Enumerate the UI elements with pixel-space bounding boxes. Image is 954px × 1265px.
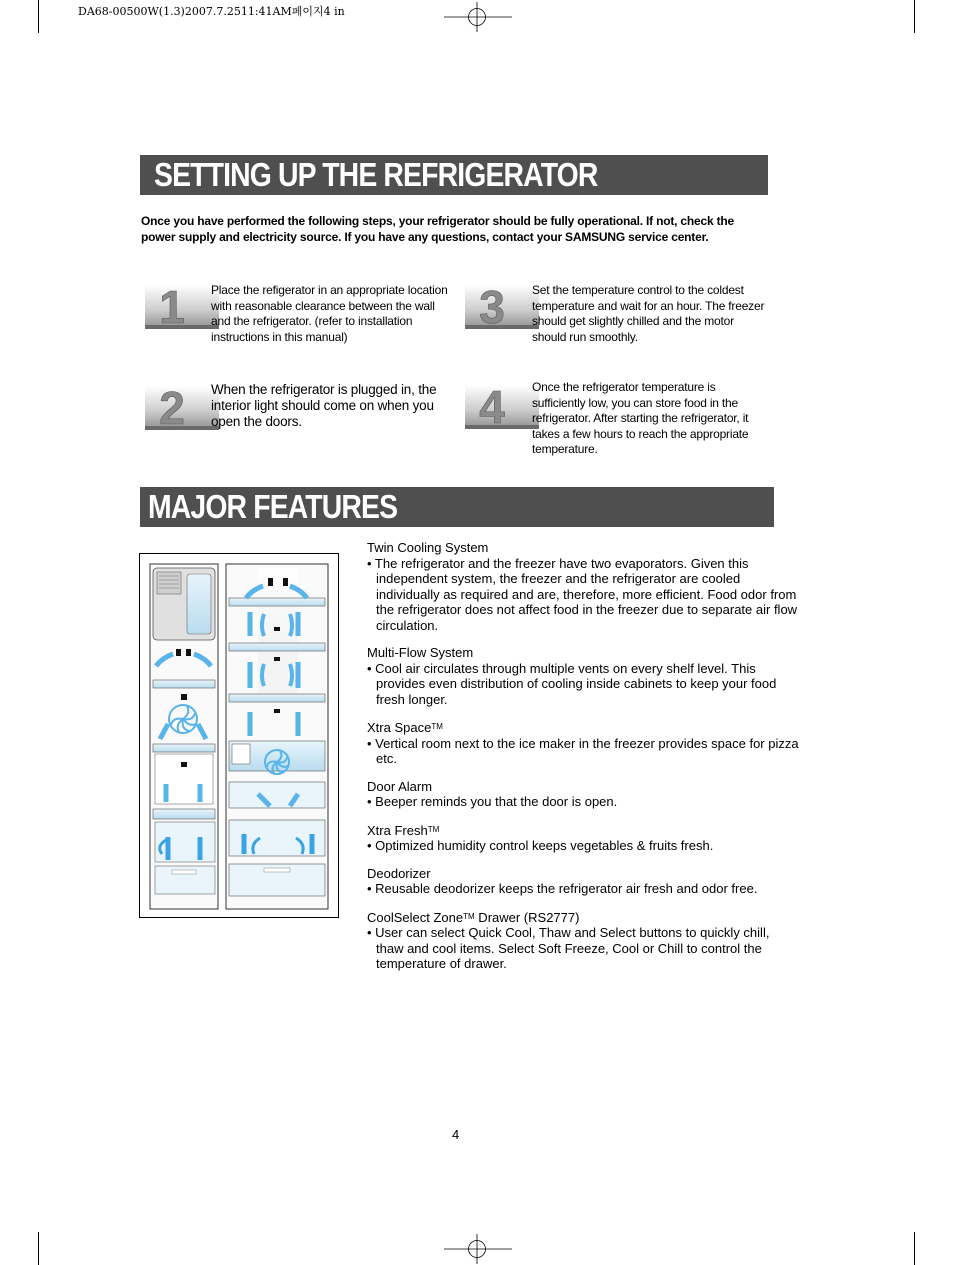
feature-description: • Optimized humidity control keeps vegetables & fruits fresh. — [367, 838, 714, 853]
print-slug: DA68-00500W(1.3)2007.7.2511:41AM페이지4 in — [78, 5, 345, 18]
section-title-features-text: MAJOR FEATURES — [148, 488, 398, 525]
feature-description: • Reusable deodorizer keeps the refrigerator air fresh and odor free. — [367, 881, 758, 896]
step-1-badge — [145, 285, 219, 329]
step-4-text: Once the refrigerator temperature is sufficiently low, you can store food in the refrigerator. After starting the refrigerator, it takes a few hours to reach the appropriate temperature. — [532, 380, 749, 456]
section-title-features — [140, 487, 774, 527]
feature-description: • User can select Quick Cool, Thaw and Select buttons to quickly chill, thaw and cool items. Select Soft Freeze, Cool or Chill to control the temperature of drawer. — [367, 925, 770, 971]
registration-mark-bottom — [444, 1234, 512, 1264]
refrigerator-airflow-illustration — [139, 553, 339, 918]
refrigerator-drawing — [140, 554, 338, 917]
svg-text:3: 3 — [479, 285, 505, 329]
setup-intro: Once you have performed the following steps, your refrigerator should be fully operational. If not, check the power supply and electricity source. If you have any questions, contact your SAMSUNG service center. — [141, 214, 734, 244]
step-3-text: Set the temperature control to the coldest temperature and wait for an hour. The freezer should get slightly chilled and the motor should run smoothly. — [532, 283, 765, 344]
feature-title: Xtra Space — [367, 720, 432, 735]
feature-title: Deodorizer — [367, 865, 431, 881]
feature-xtra-fresh — [367, 822, 799, 854]
feature-deodorizer — [367, 866, 799, 897]
feature-title: Multi-Flow System — [367, 645, 474, 660]
section-title-setup — [140, 155, 768, 195]
crop-mark-bottom-right — [914, 1232, 915, 1265]
features-list — [367, 540, 799, 984]
feature-description: • The refrigerator and the freezer have two evaporators. Given this independent system, the freezer and the refrigerator are cooled individually as required and are, therefore, more efficient. Food odor from the refrigerator does not affect food in the freezer due to separate air flow circulation. — [367, 555, 798, 633]
trademark-mark: TM — [427, 824, 440, 834]
feature-door-alarm — [367, 779, 799, 810]
feature-description: • Beeper reminds you that the door is open. — [367, 794, 618, 809]
crop-mark-top-left — [38, 0, 39, 33]
svg-text:2: 2 — [159, 386, 185, 430]
feature-xtra-space — [367, 719, 799, 767]
step-4-badge — [465, 385, 539, 429]
section-title-setup-text: SETTING UP THE REFRIGERATOR — [154, 156, 598, 193]
feature-title: Twin Cooling System — [367, 540, 489, 555]
trademark-mark: TM — [431, 722, 443, 731]
step-1-text: Place the refigerator in an appropriate location with reasonable clearance between the wall and the refrigerator. (refer to installation instructions in this manual) — [211, 283, 448, 344]
registration-mark-top — [444, 2, 512, 32]
feature-title: CoolSelect Zone — [367, 909, 464, 925]
feature-coolselect-zone — [367, 909, 799, 972]
step-2-text: When the refrigerator is plugged in, the interior light should come on when you open the doors. — [211, 382, 437, 429]
step-2-badge — [145, 386, 219, 430]
step-3-badge — [465, 285, 539, 329]
svg-text:4: 4 — [479, 385, 505, 429]
feature-title: Xtra Fresh — [367, 822, 428, 838]
feature-description: • Vertical room next to the ice maker in the freezer provides space for pizza etc. — [367, 735, 799, 766]
feature-title: Door Alarm — [367, 778, 433, 794]
page-number: 4 — [452, 1127, 460, 1142]
feature-multi-flow — [367, 645, 799, 707]
trademark-mark: TM — [463, 911, 475, 921]
crop-mark-top-right — [914, 0, 915, 33]
feature-title-suffix: Drawer (RS2777) — [474, 909, 580, 925]
feature-description: • Cool air circulates through multiple vents on every shelf level. This provides even distribution of cooling inside cabinets to keep your food fresh longer. — [367, 660, 777, 707]
crop-mark-bottom-left — [38, 1232, 39, 1265]
svg-text:1: 1 — [159, 285, 185, 329]
feature-twin-cooling — [367, 540, 799, 633]
